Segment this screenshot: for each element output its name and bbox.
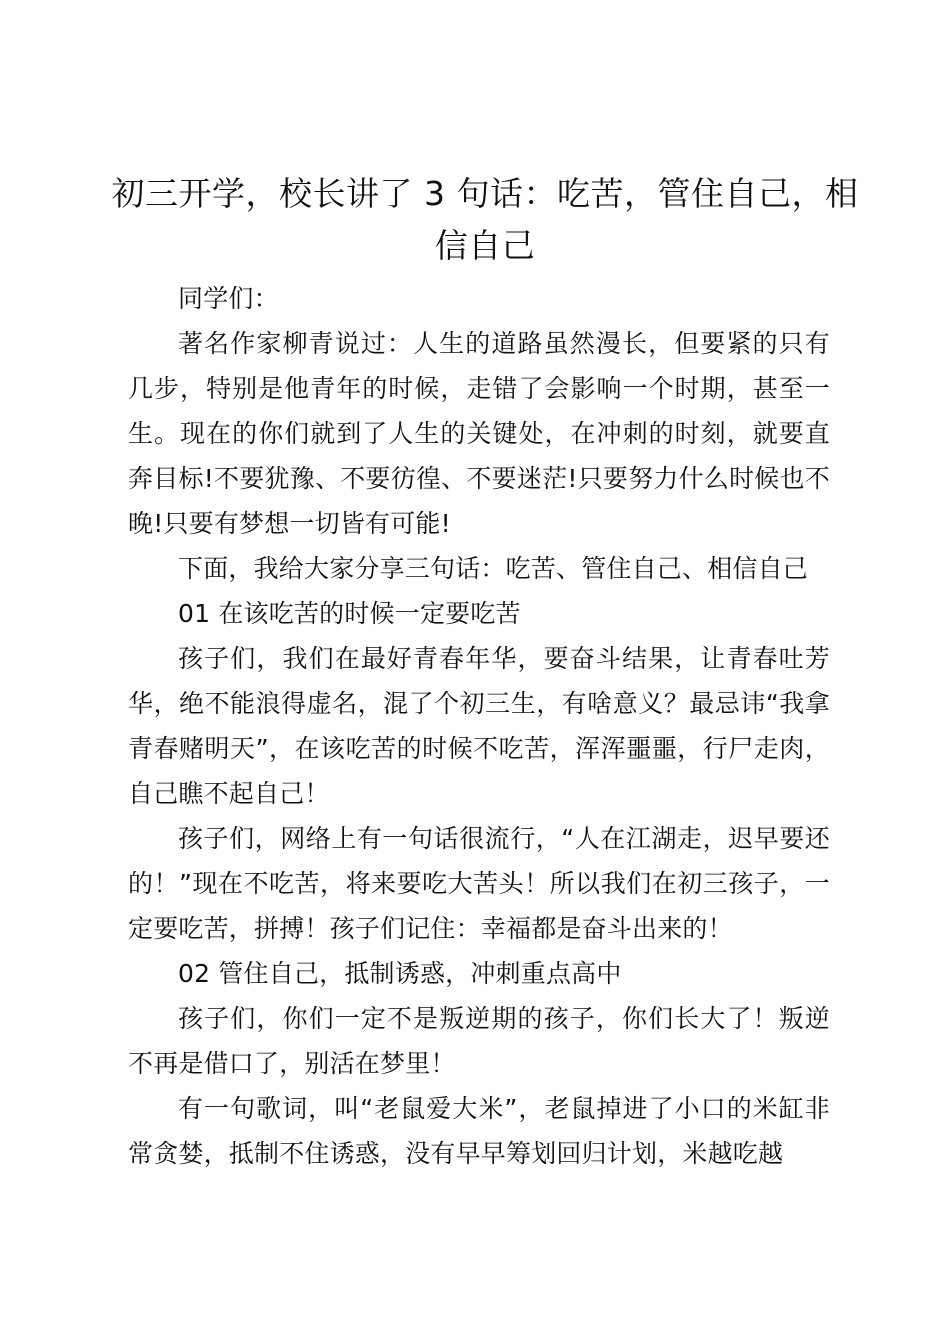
paragraph-hardship-1: 孩子们，我们在最好青春年华，要奋斗结果，让青春吐芳华，绝不能浪得虚名，混了个初三生，有啥意义？最忌讳“我拿青春赌明天”，在该吃苦的时候不吃苦，浑浑噩噩，行尸走肉，自己瞧不起自己！ bbox=[128, 644, 830, 808]
section-heading-02: 02 管住自己，抵制诱惑，冲刺重点高中 bbox=[178, 959, 622, 988]
paragraph-selfcontrol-1: 孩子们，你们一定不是叛逆期的孩子，你们长大了！叛逆不再是借口了，别活在梦里！ bbox=[128, 1004, 830, 1078]
paragraph-overview: 下面，我给大家分享三句话：吃苦、管住自己、相信自己 bbox=[178, 554, 809, 583]
paragraph-intro: 著名作家柳青说过：人生的道路虽然漫长，但要紧的只有几步，特别是他青年的时候，走错了会影响一个时期，甚至一生。现在的你们就到了人生的关键处，在冲刺的时刻，就要直奔目标!不要犹豫、不要彷徨、不要迷茫!只要努力什么时候也不晚!只要有梦想一切皆有可能! bbox=[128, 329, 830, 538]
paragraph-greeting: 同学们： bbox=[178, 284, 279, 313]
paragraph-hardship-2: 孩子们，网络上有一句话很流行，“人在江湖走，迟早要还的！”现在不吃苦，将来要吃大苦头！所以我们在初三孩子，一定要吃苦，拼搏！孩子们记住：幸福都是奋斗出来的！ bbox=[128, 824, 830, 943]
paragraph-selfcontrol-2: 有一句歌词，叫“老鼠爱大米”，老鼠掉进了小口的米缸非常贪婪，抵制不住诱惑，没有早早筹划回归计划，米越吃越 bbox=[128, 1094, 830, 1168]
section-heading-01: 01 在该吃苦的时候一定要吃苦 bbox=[178, 599, 521, 628]
document-body bbox=[128, 276, 830, 1176]
document-title: 初三开学，校长讲了 3 句话：吃苦，管住自己，相信自己 bbox=[111, 174, 859, 265]
